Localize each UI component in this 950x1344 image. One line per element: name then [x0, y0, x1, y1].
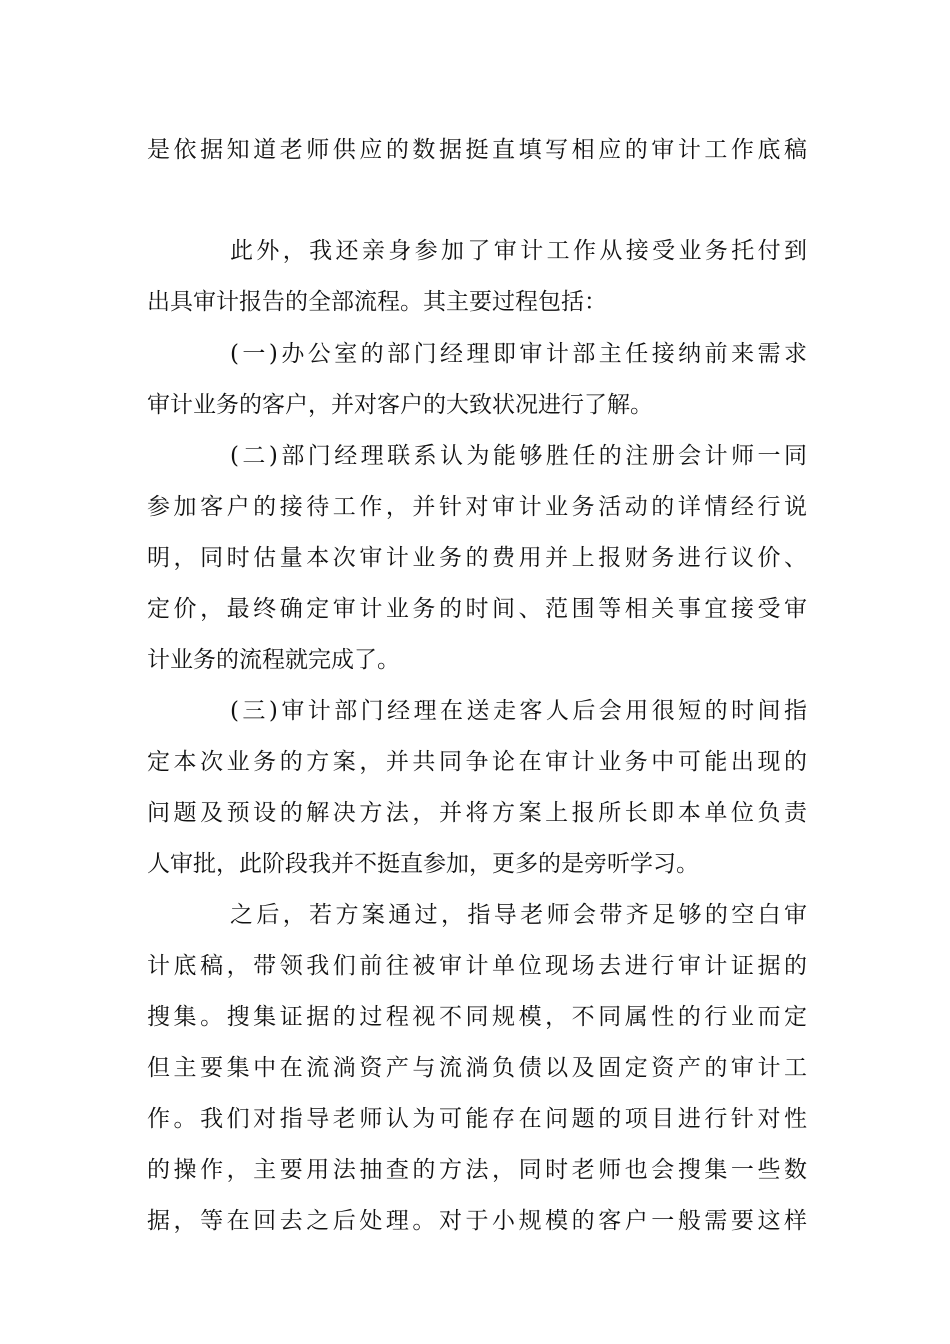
text-line: 定本次业务的方案，并共同争论在审计业务中可能出现的 — [147, 749, 807, 775]
text-line: 人审批，此阶段我并不挺直参加，更多的是旁听学习。 — [147, 851, 699, 877]
text-line: 计业务的流程就完成了。 — [147, 647, 400, 673]
text-line: 但主要集中在流淌资产与流淌负债以及固定资产的审计工 — [147, 1055, 807, 1081]
text-line: 明，同时估量本次审计业务的费用并上报财务进行议价、 — [147, 545, 807, 571]
text-line: (三)审计部门经理在送走客人后会用很短的时间指 — [230, 698, 807, 724]
text-line: 问题及预设的解决方法，并将方案上报所长即本单位负责 — [147, 800, 807, 826]
text-line: 据，等在回去之后处理。对于小规模的客户一般需要这样 — [147, 1208, 807, 1234]
text-line: 的操作，主要用法抽查的方法，同时老师也会搜集一些数 — [147, 1157, 807, 1183]
text-line: 搜集。搜集证据的过程视不同规模，不同属性的行业而定 — [147, 1004, 807, 1030]
text-line: 审计业务的客户，并对客户的大致状况进行了解。 — [147, 392, 653, 418]
text-line: 参加客户的接待工作，并针对审计业务活动的详情经行说 — [147, 494, 807, 520]
text-line: (二)部门经理联系认为能够胜任的注册会计师一同 — [230, 443, 807, 469]
text-line: 此外，我还亲身参加了审计工作从接受业务托付到 — [230, 238, 807, 264]
text-line: (一)办公室的部门经理即审计部主任接纳前来需求 — [230, 341, 807, 367]
text-line: 是依据知道老师供应的数据挺直填写相应的审计工作底稿 — [147, 137, 807, 163]
text-line: 计底稿，带领我们前往被审计单位现场去进行审计证据的 — [147, 953, 807, 979]
text-line: 出具审计报告的全部流程。其主要过程包括： — [147, 289, 607, 315]
text-line: 作。我们对指导老师认为可能存在问题的项目进行针对性 — [147, 1106, 807, 1132]
text-line: 之后，若方案通过，指导老师会带齐足够的空白审 — [230, 902, 807, 928]
text-line: 定价，最终确定审计业务的时间、范围等相关事宜接受审 — [147, 596, 807, 622]
